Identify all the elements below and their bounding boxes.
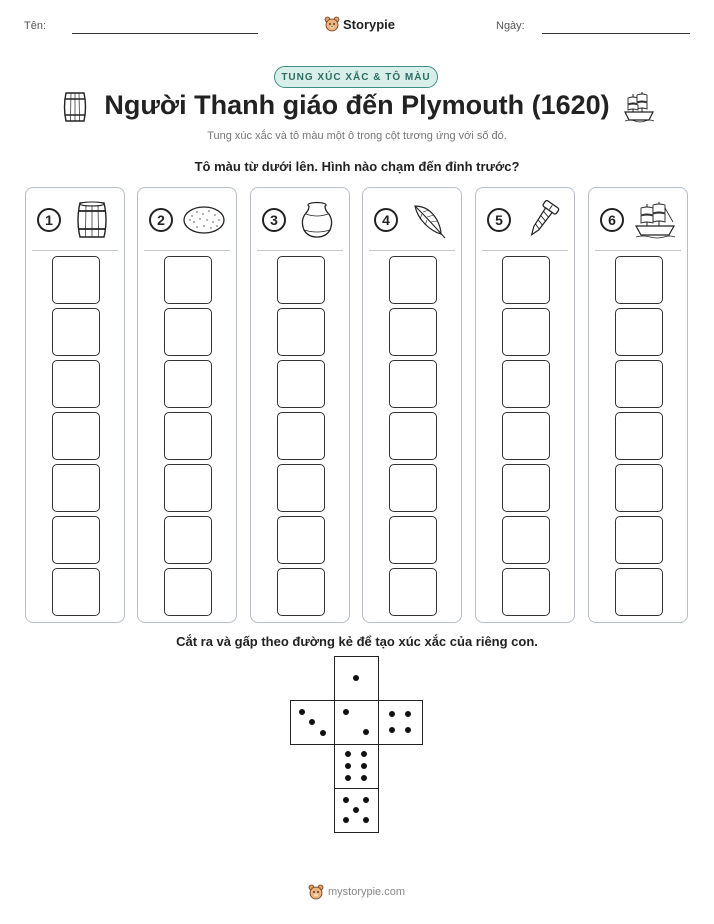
activity-badge: TUNG XÚC XẮC & TÔ MÀU [274,66,438,88]
color-cell [277,412,325,460]
color-cell [164,360,212,408]
die-face-1 [334,656,379,701]
color-cell [389,568,437,616]
die-pip [363,817,369,823]
color-cell [615,256,663,304]
color-cell [52,412,100,460]
pot-icon [295,200,339,240]
bear-icon [308,884,324,900]
die-pip [309,719,315,725]
column-6 [588,187,688,623]
color-cell [615,516,663,564]
column-number: 5 [487,208,511,232]
die-pip [345,763,351,769]
color-cell [52,516,100,564]
name-label: Tên: [24,20,47,32]
die-pip [361,751,367,757]
color-cell [502,256,550,304]
column-number: 4 [374,208,398,232]
die-pip [343,797,349,803]
die-face-2 [334,700,379,745]
subtitle: Tung xúc xắc và tô màu một ô trong cột tương ứng với số đó. [207,130,507,142]
die-pip [363,729,369,735]
bear-icon [324,16,340,32]
color-cell [164,412,212,460]
die-pip [343,817,349,823]
column-4 [362,187,462,623]
column-2 [137,187,237,623]
color-cell [277,568,325,616]
die-face-6 [334,744,379,789]
color-cell [52,308,100,356]
color-cell [52,568,100,616]
footer-url: mystorypie.com [328,886,406,898]
die-pip [353,675,359,681]
color-cell [52,360,100,408]
color-cell [52,464,100,512]
brand-name: Storypie [343,16,396,32]
color-cell [164,516,212,564]
color-cell [277,516,325,564]
barrel-icon [70,200,114,240]
die-pip [299,709,305,715]
column-number: 1 [37,208,61,232]
cut-instruction: Cắt ra và gấp theo đường kẻ để tạo xúc xắc của riêng con. [176,634,538,649]
page-title: Người Thanh giáo đến Plymouth (1620) [104,90,610,120]
color-cell [277,308,325,356]
date-label: Ngày: [496,20,525,32]
color-cell [277,256,325,304]
die-pip [361,775,367,781]
die-pip [320,730,326,736]
die-pip [405,711,411,717]
die-pip [353,807,359,813]
color-cell [615,360,663,408]
die-pip [361,763,367,769]
footer [308,884,405,900]
color-cell [502,568,550,616]
instruction-text: Tô màu từ dưới lên. Hình nào chạm đến đỉnh trước? [194,159,520,174]
color-cell [615,308,663,356]
color-cell [164,568,212,616]
column-1 [25,187,125,623]
die-pip [389,727,395,733]
feather-icon [407,200,451,240]
color-cell [164,308,212,356]
column-number: 6 [600,208,624,232]
color-cell [389,412,437,460]
color-cell [615,412,663,460]
column-5 [475,187,575,623]
color-cell [502,516,550,564]
color-cell [502,464,550,512]
color-cell [164,464,212,512]
color-cell [277,360,325,408]
color-cell [502,308,550,356]
column-number: 3 [262,208,286,232]
color-cell [389,308,437,356]
color-cell [615,568,663,616]
color-cell [615,464,663,512]
die-face-5 [334,788,379,833]
color-cell [389,516,437,564]
die-pip [345,775,351,781]
color-cell [164,256,212,304]
color-cell [52,256,100,304]
color-cell [502,360,550,408]
die-face-4 [378,700,423,745]
die-pip [405,727,411,733]
bread-icon [182,200,226,240]
die-pip [343,709,349,715]
brand-logo [324,14,395,34]
color-cell [389,360,437,408]
die-pip [389,711,395,717]
column-number: 2 [149,208,173,232]
name-line [72,33,258,34]
color-cell [389,256,437,304]
ship-icon [633,200,677,240]
color-cell [389,464,437,512]
date-line [542,33,690,34]
screw-icon [520,200,564,240]
die-face-3 [290,700,335,745]
column-3 [250,187,350,623]
die-pip [363,797,369,803]
ship-icon [622,90,656,124]
color-cell [277,464,325,512]
die-pip [345,751,351,757]
color-cell [502,412,550,460]
